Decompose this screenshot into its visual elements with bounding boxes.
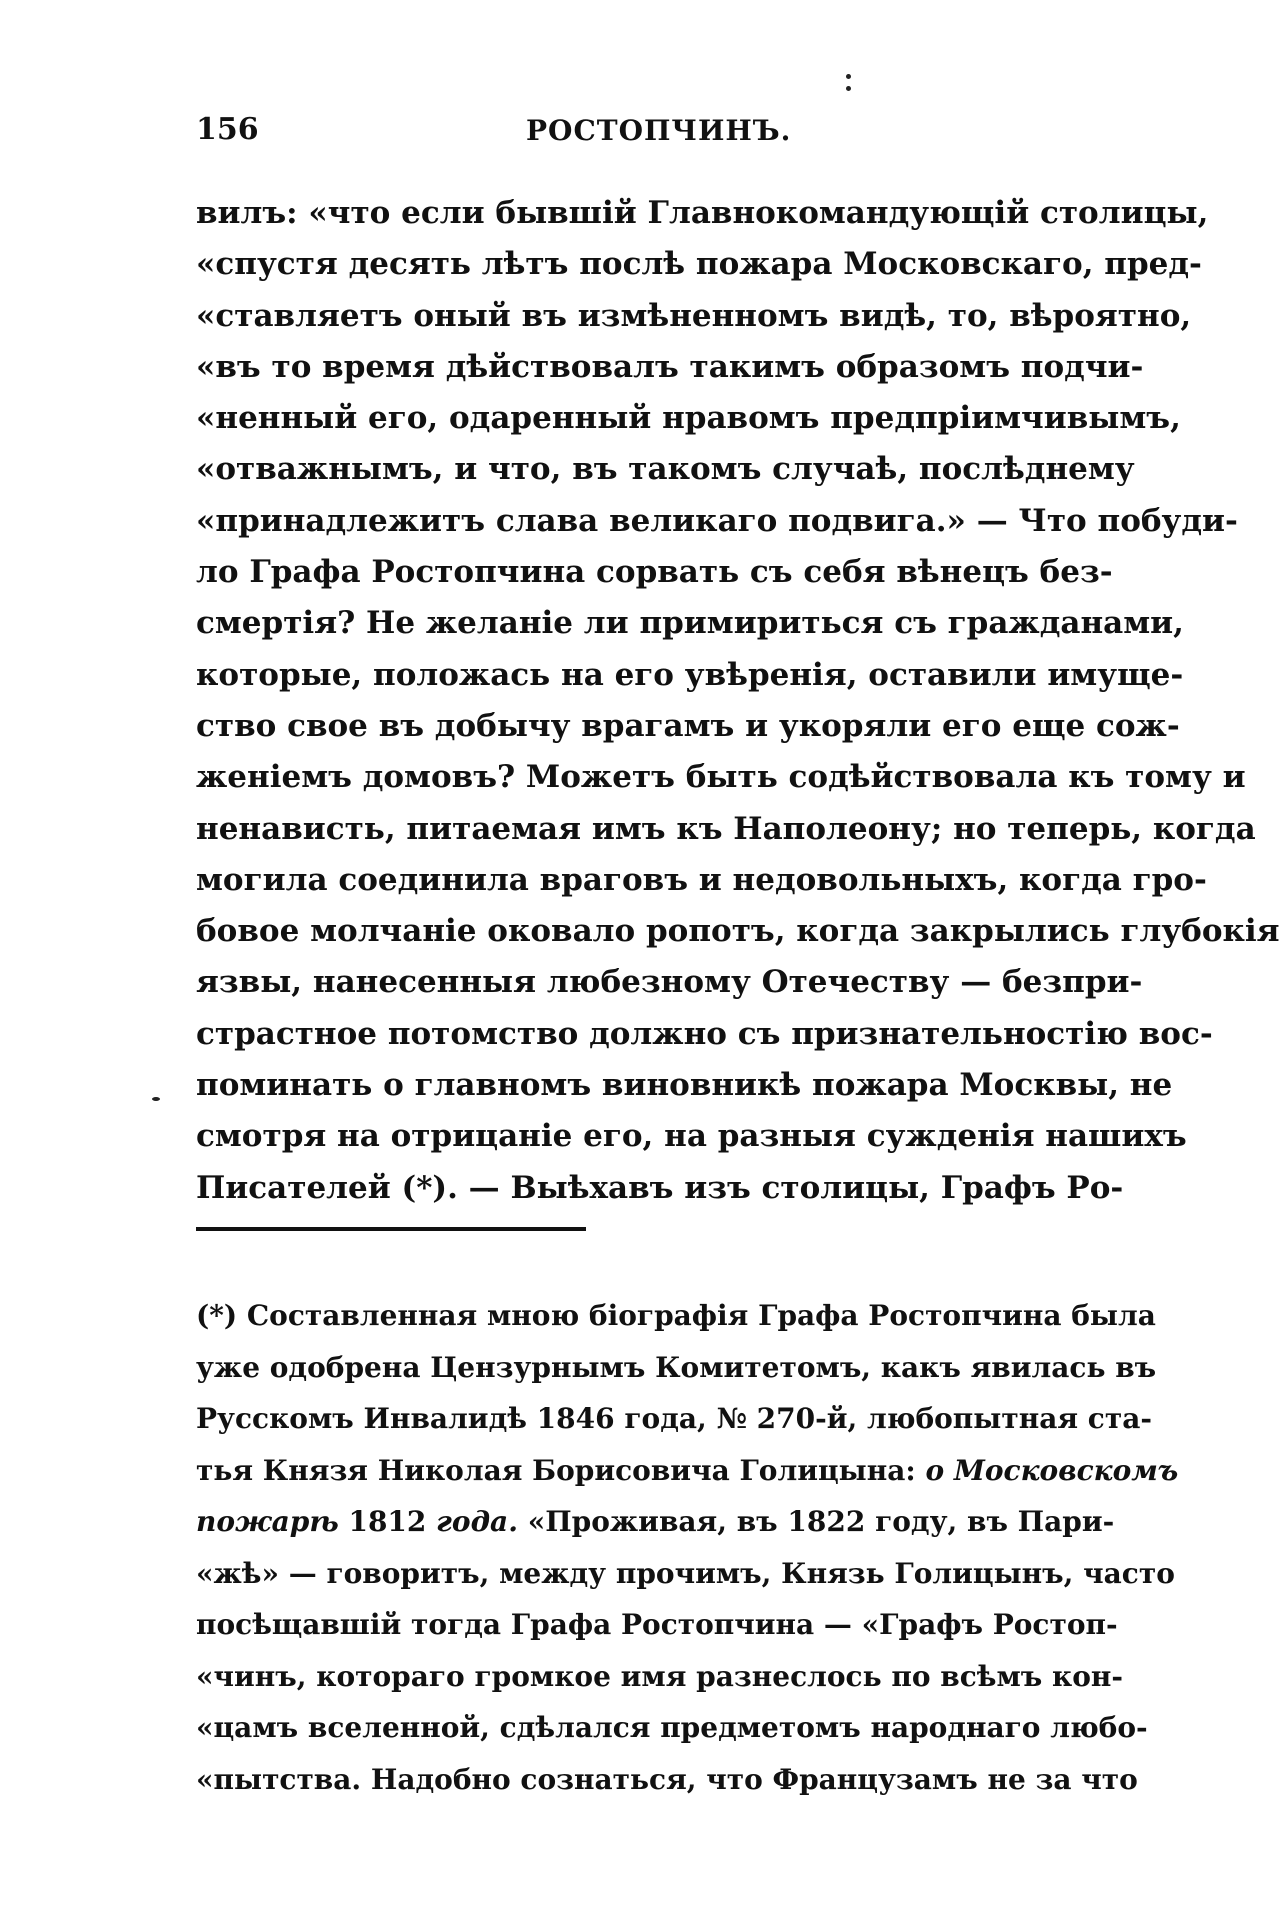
text-line: смертія? Не желаніе ли примириться съ гражданами, xyxy=(196,605,1184,642)
text-line: бовое молчаніе оковало ропотъ, когда закрылись глубокія xyxy=(196,913,1280,950)
text-line: поминать о главномъ виновникѣ пожара Москвы, не xyxy=(196,1067,1173,1104)
text-line: «принадлежитъ слава великаго подвига.» — Что побуди- xyxy=(196,502,1238,539)
footnote-line: «жѣ» — говоритъ, между прочимъ, Князь Голицынъ, часто xyxy=(196,1556,1175,1590)
text-line: страстное потомство должно съ признательностію вос- xyxy=(196,1015,1213,1052)
text-line: «спустя десять лѣтъ послѣ пожара Московскаго, пред- xyxy=(196,246,1202,283)
text-line: смотря на отрицаніе его, на разныя сужденія нашихъ xyxy=(196,1118,1187,1155)
text-line: которые, положась на его увѣренія, оставили имуще- xyxy=(196,656,1184,693)
footnote-line: посѣщавшій тогда Графа Ростопчина — «Графъ Ростоп- xyxy=(196,1608,1118,1641)
text-line: женіемъ домовъ? Можетъ быть содѣйствовала къ тому и xyxy=(196,759,1246,796)
footnote-line: (*) Составленная мною біографія Графа Ростопчина была xyxy=(196,1299,1156,1332)
footnote-line: «пытства. Надобно сознаться, что Французамъ не за что xyxy=(196,1762,1138,1796)
footnote xyxy=(196,1290,1179,1805)
text-line: язвы, нанесенныя любезному Отечеству — безпри- xyxy=(196,964,1143,1001)
italic-phrase: пожарѣ xyxy=(196,1505,339,1538)
scan-speck xyxy=(152,1097,160,1101)
text-line: Писателей (*). — Выѣхавъ изъ столицы, Графъ Ро- xyxy=(196,1169,1124,1206)
main-text xyxy=(196,188,1280,1214)
footnote-line: «цамъ вселенной, сдѣлался предметомъ народнаго любо- xyxy=(196,1711,1148,1744)
text-line: «въ то время дѣйствовалъ такимъ образомъ подчи- xyxy=(196,348,1144,385)
italic-phrase: о Московскомъ xyxy=(925,1453,1179,1487)
footnote-divider xyxy=(196,1227,586,1231)
scan-speck xyxy=(846,86,851,91)
text-line: ло Графа Ростопчина сорвать съ себя вѣнецъ без- xyxy=(196,554,1113,591)
text-line: «ставляетъ оный въ измѣненномъ видѣ, то, вѣроятно, xyxy=(196,297,1192,334)
footnote-line: уже одобрена Цензурнымъ Комитетомъ, какъ явилась въ xyxy=(196,1350,1157,1384)
scan-speck xyxy=(846,74,851,79)
page-number: 156 xyxy=(196,112,259,147)
footnote-line: тья Князя Николая Борисовича Голицына: о Московскомъ xyxy=(196,1453,1179,1487)
page-header xyxy=(196,112,1094,152)
text-line: «отважнымъ, и что, въ такомъ случаѣ, послѣднему xyxy=(196,451,1135,488)
footnote-line: Русскомъ Инвалидѣ 1846 года, № 270-й, любопытная ста- xyxy=(196,1402,1152,1435)
running-head: РОСТОПЧИНЪ. xyxy=(526,114,792,147)
italic-phrase: года. xyxy=(436,1505,518,1538)
footnote-line: пожарѣ 1812 года. «Проживая, въ 1822 году, въ Пари- xyxy=(196,1505,1115,1538)
text-line: ненависть, питаемая имъ къ Наполеону; но теперь, когда xyxy=(196,810,1256,847)
text-line: могила соединила враговъ и недовольныхъ, когда гро- xyxy=(196,861,1207,898)
text-line: «ненный его, одаренный нравомъ предпріимчивымъ, xyxy=(196,400,1181,437)
footnote-line: «чинъ, котораго громкое имя разнеслось по всѣмъ кон- xyxy=(196,1659,1124,1693)
text-line: вилъ: «что если бывшій Главнокомандующій столицы, xyxy=(196,195,1209,231)
text-line: ство свое въ добычу врагамъ и укоряли его еще сож- xyxy=(196,707,1180,744)
